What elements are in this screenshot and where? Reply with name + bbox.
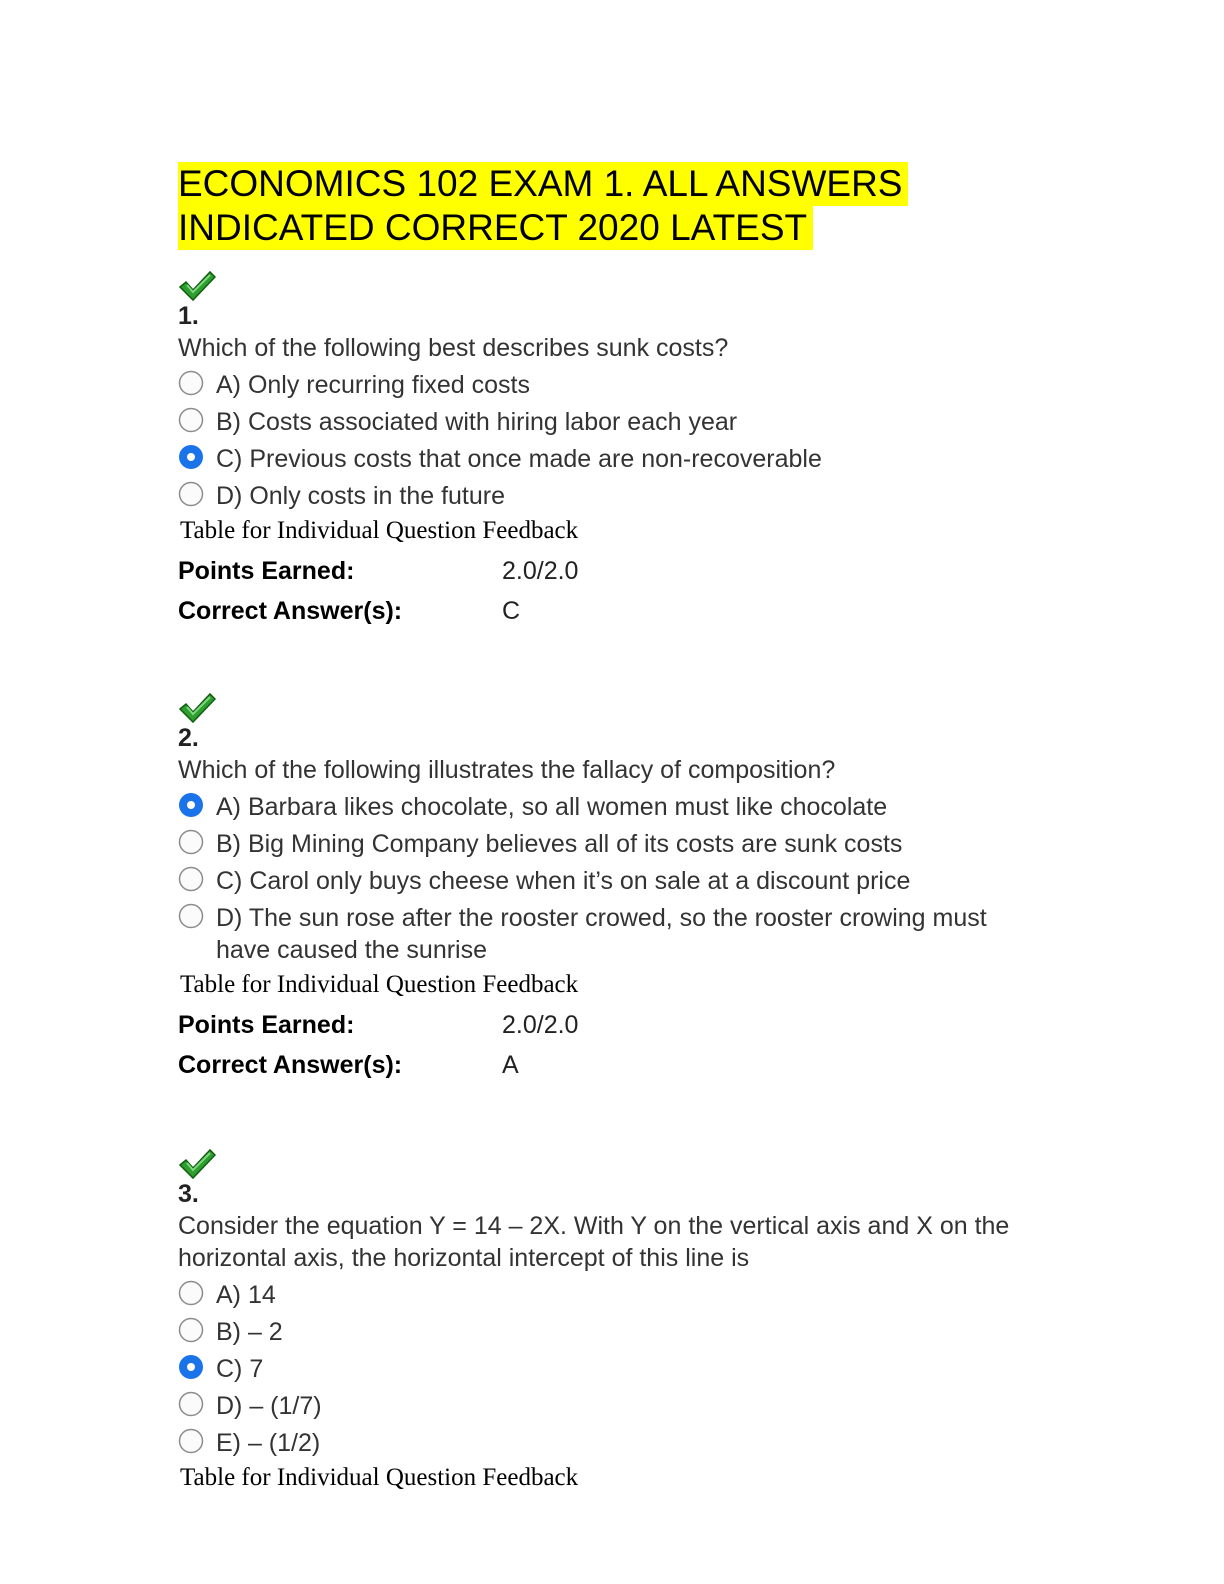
radio-empty-icon[interactable] [178, 866, 204, 892]
answer-option-label: C) Previous costs that once made are non-recoverable [216, 445, 822, 473]
radio-empty-icon[interactable] [178, 370, 204, 396]
question-text: Which of the following illustrates the fallacy of composition? [178, 756, 836, 784]
answer-option-a[interactable] [178, 791, 1038, 823]
answer-option-e[interactable] [178, 1427, 1038, 1459]
radio-selected-icon[interactable] [178, 444, 204, 470]
checkmark-icon [178, 270, 216, 302]
answer-option-d[interactable] [178, 480, 1038, 512]
question-1 [178, 270, 1038, 626]
answer-option-label: E) – (1/2) [216, 1429, 321, 1457]
answer-option-b[interactable] [178, 828, 1038, 860]
answer-option-a[interactable] [178, 369, 1038, 401]
answer-option-label: B) – 2 [216, 1318, 283, 1346]
points-earned-label: Points Earned: [178, 557, 355, 585]
correct-answer-label: Correct Answer(s): [178, 597, 403, 625]
answer-option-c[interactable] [178, 443, 1038, 475]
feedback-caption: Table for Individual Question Feedback [180, 517, 579, 544]
correct-answer-label: Correct Answer(s): [178, 1051, 403, 1079]
checkmark-icon [178, 692, 216, 724]
answer-option-c[interactable] [178, 865, 1038, 897]
points-earned-value: 2.0/2.0 [502, 557, 579, 585]
radio-empty-icon[interactable] [178, 481, 204, 507]
question-3 [178, 1148, 1038, 1493]
question-text: Consider the equation Y = 14 – 2X. With Y on the vertical axis and X on the horizontal axis, the horizontal intercept of this line is [178, 1212, 1010, 1272]
answer-option-label: B) Big Mining Company believes all of its costs are sunk costs [216, 830, 903, 858]
answer-option-label: B) Costs associated with hiring labor each year [216, 408, 738, 436]
question-number: 1. [178, 302, 199, 330]
points-earned-row [178, 1010, 1038, 1040]
radio-empty-icon[interactable] [178, 1317, 204, 1343]
answer-option-c[interactable] [178, 1353, 1038, 1385]
radio-empty-icon[interactable] [178, 407, 204, 433]
radio-empty-icon[interactable] [178, 1428, 204, 1454]
document-title-line-2: INDICATED CORRECT 2020 LATEST [178, 206, 813, 250]
radio-selected-icon[interactable] [178, 1354, 204, 1380]
answer-option-label: D) – (1/7) [216, 1392, 322, 1420]
document-title-line-1: ECONOMICS 102 EXAM 1. ALL ANSWERS [178, 162, 908, 206]
radio-empty-icon[interactable] [178, 1280, 204, 1306]
radio-empty-icon[interactable] [178, 829, 204, 855]
points-earned-label: Points Earned: [178, 1011, 355, 1039]
radio-empty-icon[interactable] [178, 1391, 204, 1417]
correct-answer-value: C [502, 597, 521, 625]
answer-option-label: A) Only recurring fixed costs [216, 371, 530, 399]
answer-option-b[interactable] [178, 406, 1038, 438]
answer-option-label: D) Only costs in the future [216, 482, 506, 510]
question-text: Which of the following best describes sunk costs? [178, 334, 729, 362]
answer-option-label: D) The sun rose after the rooster crowed, so the rooster crowing must have caused the sunrise [216, 904, 987, 964]
radio-empty-icon[interactable] [178, 903, 204, 929]
answer-option-d[interactable] [178, 902, 1038, 966]
answer-option-a[interactable] [178, 1279, 1038, 1311]
points-earned-value: 2.0/2.0 [502, 1011, 579, 1039]
feedback-caption: Table for Individual Question Feedback [180, 971, 579, 998]
checkmark-icon [178, 1148, 216, 1180]
correct-answer-value: A [502, 1051, 519, 1079]
correct-answer-row [178, 1050, 1038, 1080]
radio-selected-icon[interactable] [178, 792, 204, 818]
answer-option-label: A) Barbara likes chocolate, so all women must like chocolate [216, 793, 888, 821]
answer-option-b[interactable] [178, 1316, 1038, 1348]
answer-option-label: C) Carol only buys cheese when it’s on sale at a discount price [216, 867, 911, 895]
correct-answer-row [178, 596, 1038, 626]
question-number: 3. [178, 1180, 199, 1208]
feedback-caption: Table for Individual Question Feedback [180, 1464, 579, 1491]
answer-option-d[interactable] [178, 1390, 1038, 1422]
answer-option-label: C) 7 [216, 1355, 264, 1383]
points-earned-row [178, 556, 1038, 586]
question-2 [178, 692, 1038, 1080]
question-number: 2. [178, 724, 199, 752]
answer-option-label: A) 14 [216, 1281, 276, 1309]
